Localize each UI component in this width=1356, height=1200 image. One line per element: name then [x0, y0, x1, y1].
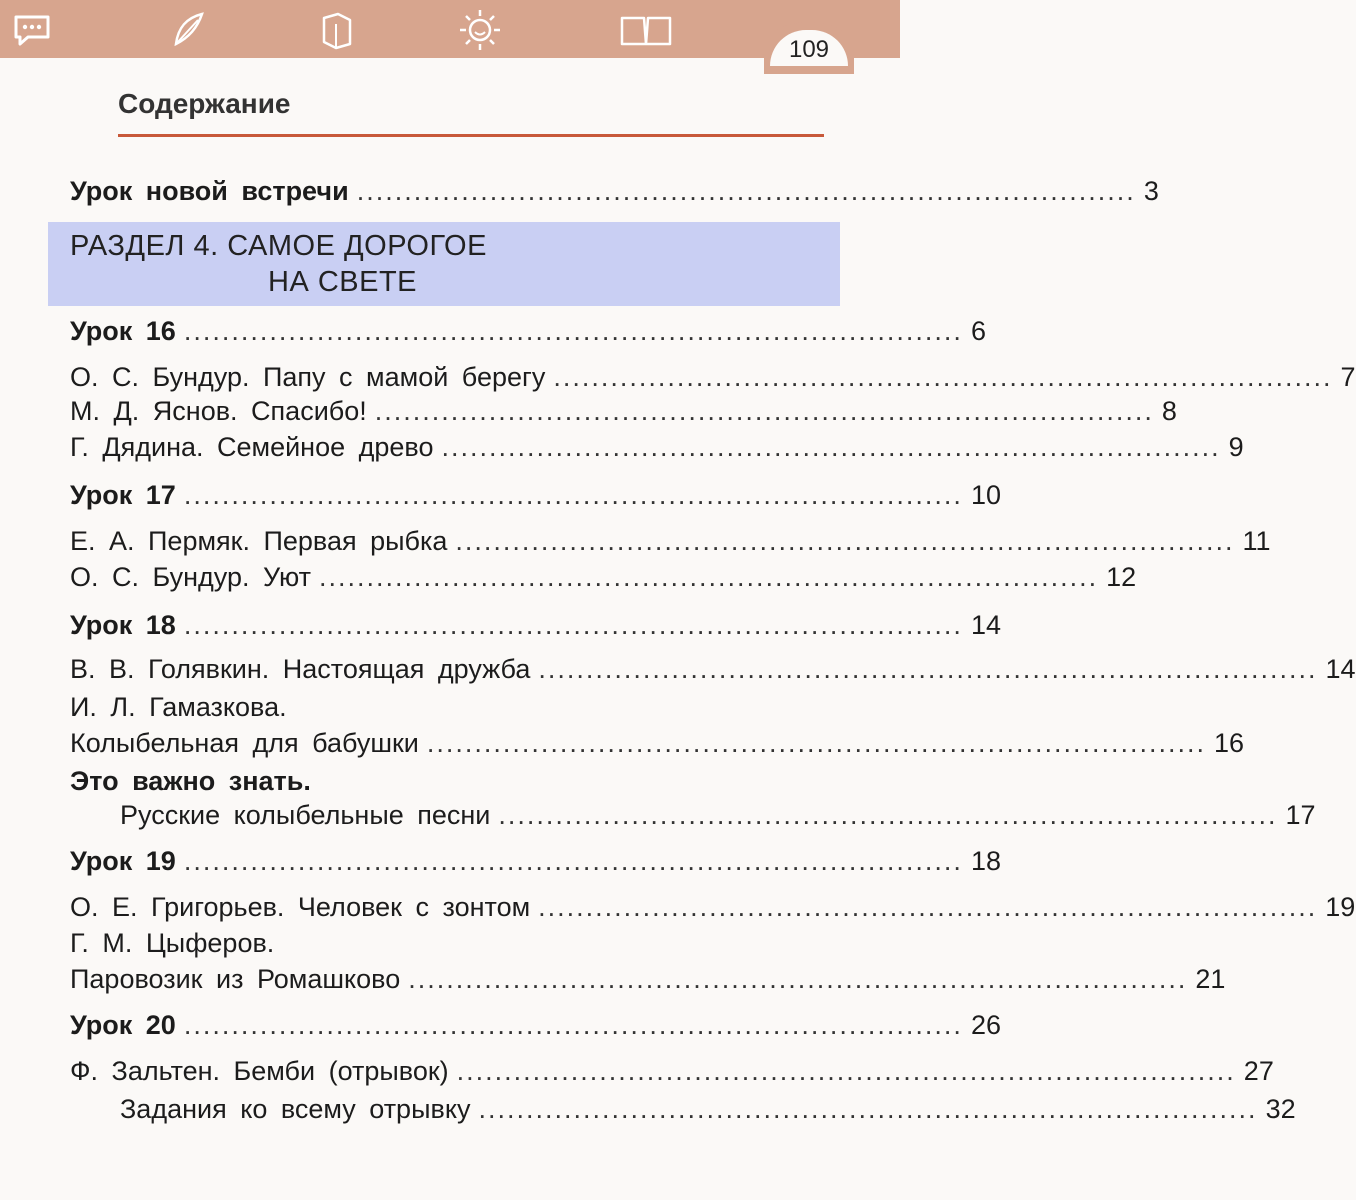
toc-entry-lesson-17[interactable]: Урок 17 .................................................................................. 10: [70, 480, 1001, 510]
speech-bubble-icon: [12, 10, 52, 50]
toc-entry-lesson-20[interactable]: Урок 20 .................................................................................. 26: [70, 1010, 1001, 1040]
toc-entry[interactable]: О. Е. Григорьев. Человек с зонтом .................................................................................. 19: [70, 892, 1356, 922]
section-title-line2: НА СВЕТЕ: [268, 266, 418, 298]
toc-entry[interactable]: Е. А. Пермяк. Первая рыбка .................................................................................. 11: [70, 526, 1271, 556]
section-title-line1: РАЗДЕЛ 4. САМОЕ ДОРОГОЕ: [70, 230, 487, 262]
toc-entry[interactable]: О. С. Бундур. Уют .................................................................................. 12: [70, 562, 1137, 592]
contents-title: Содержание: [118, 88, 291, 119]
toc-entry-intro[interactable]: Урок новой встречи .................................................................................. 3: [70, 176, 1159, 206]
toc-entry-lesson-18[interactable]: Урок 18 .................................................................................. 14: [70, 610, 1001, 640]
toc-entry[interactable]: Задания ко всему отрывку .................................................................................. 32: [120, 1094, 1296, 1124]
toc-entry[interactable]: В. В. Голявкин. Настоящая дружба .................................................................................. 14: [70, 654, 1356, 684]
toc-entry[interactable]: Колыбельная для бабушки .................................................................................. 16: [70, 728, 1245, 758]
toc-entry[interactable]: О. С. Бундур. Папу с мамой берегу .................................................................................. 7: [70, 362, 1356, 392]
toc-entry-lesson-16[interactable]: Урок 16 .................................................................................. 6: [70, 316, 986, 346]
toc-entry[interactable]: Паровозик из Ромашково .................................................................................. 21: [70, 964, 1226, 994]
sun-icon: [460, 10, 500, 50]
toc-entry[interactable]: Ф. Зальтен. Бемби (отрывок) .................................................................................. 27: [70, 1056, 1274, 1086]
toc-entry[interactable]: Русские колыбельные песни .................................................................................. 17: [120, 800, 1316, 830]
toc-entry[interactable]: Г. Дядина. Семейное древо .................................................................................. 9: [70, 432, 1244, 462]
toc-entry[interactable]: М. Д. Яснов. Спасибо! .................................................................................. 8: [70, 396, 1177, 426]
open-book-icon: [618, 10, 674, 50]
title-underline: [118, 134, 824, 137]
toc-entry-lesson-19[interactable]: Урок 19 .................................................................................. 18: [70, 846, 1001, 876]
toc-entry-author: И. Л. Гамазкова.: [70, 692, 287, 722]
toc-subheading: Это важно знать.: [70, 766, 311, 796]
book-side-icon: [316, 10, 356, 50]
toc-entry-author: Г. М. Цыферов.: [70, 928, 275, 958]
page-number: 109: [770, 30, 848, 66]
feather-icon: [168, 10, 208, 50]
